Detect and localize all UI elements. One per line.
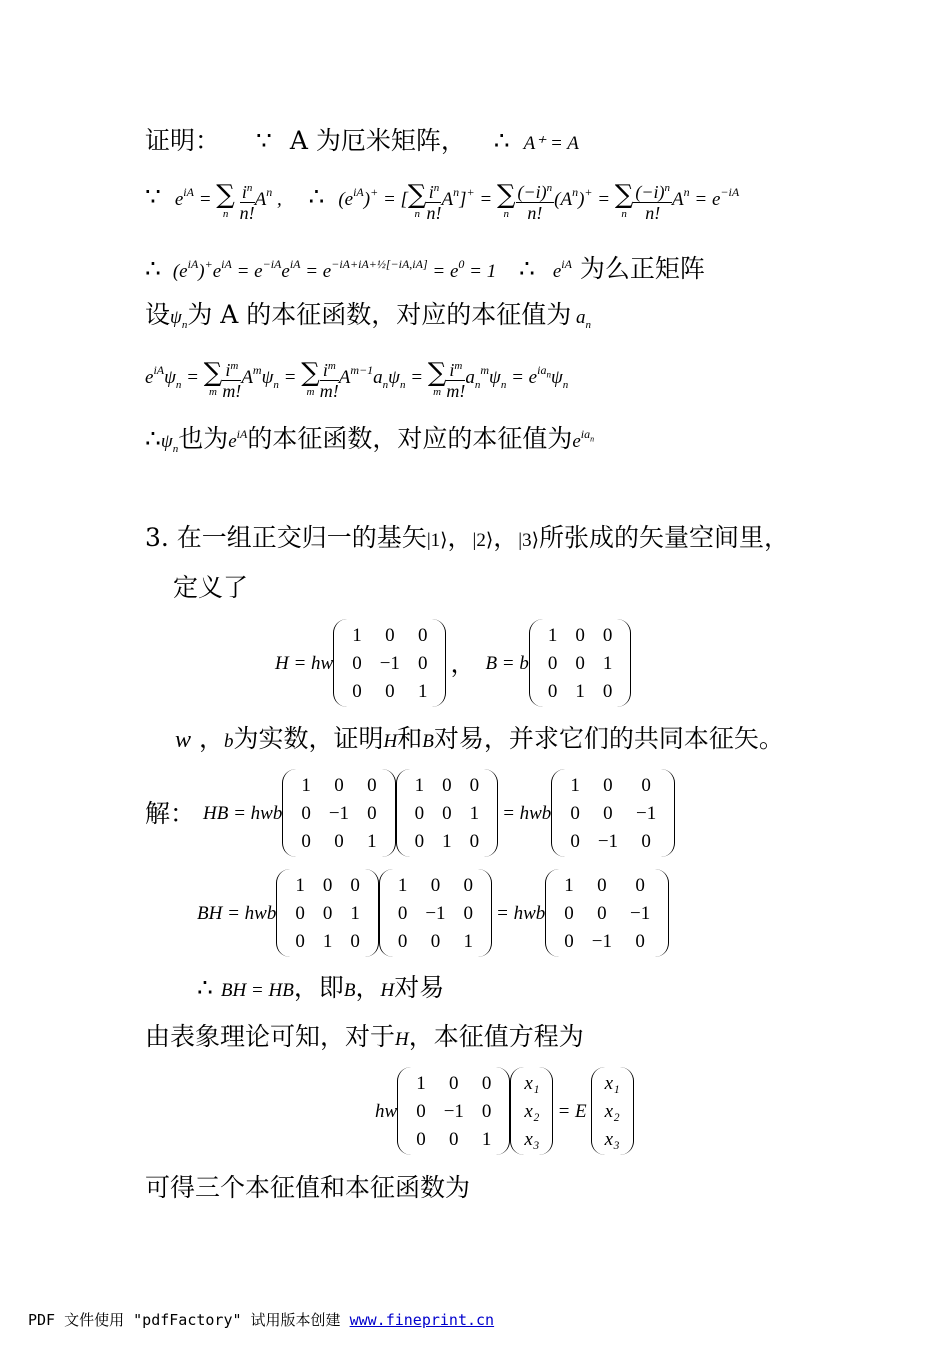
comma: ， [450,648,476,678]
ket-1: |1⟩ [426,530,448,551]
commute-t1: ，即 [293,973,344,1002]
ket-2: |2⟩ [472,530,494,551]
matrix-row [389,927,482,955]
matrix-cell: 1 [564,874,574,896]
matrix-cell: 0 [481,1100,492,1122]
commute-expr: BH = HB [220,980,294,1001]
matrix-cell: −1 [425,902,446,924]
matrix-cell: 0 [352,652,362,674]
matrix-row [539,677,622,705]
matrix-cell: 0 [414,830,425,852]
matrix-definitions [275,619,631,707]
problem3-text: 3. 在一组正交归一的基矢 [145,523,427,552]
matrix-HB-result [551,769,675,857]
matrix-cell: 0 [564,902,574,924]
eigen-post-text: 的本征函数，对应的本征值为 [247,424,573,453]
matrix-row [286,871,369,899]
matrix-row [515,1125,548,1153]
BH-product [197,869,669,957]
matrix-row [343,649,436,677]
matrix-cell: −1 [328,802,350,824]
matrix-cell: 0 [301,830,311,852]
matrix-cell: 0 [449,1072,459,1094]
footer-link[interactable]: www.fineprint.cn [349,1311,495,1329]
matrix-cell: 1 [301,774,311,796]
therefore-symbol-2: ∴ [518,254,535,283]
wb-text-3: 对易，并求它们的共同本征矢。 [433,724,784,753]
because-symbol: ∵ [255,126,272,155]
therefore-symbol: ∴ [493,126,510,155]
matrix-cell: −1 [443,1100,464,1122]
matrix-cell: 0 [334,830,344,852]
matrix-cell: 0 [367,802,377,824]
matrix-cell: −1 [591,930,613,952]
eigenfunction-assumption: 设$\psi_n$为 A 的本征函数，对应的本征值为 $a_n$ [145,300,592,331]
HB-product [145,769,675,857]
eq-hwb: = hwb [496,902,546,924]
w-var: w [175,727,192,753]
eigen-equation [375,1067,634,1155]
matrix-cell: 0 [295,930,305,952]
matrix-cell: 0 [570,802,580,824]
unitary-conclusion: 为么正矩阵 [579,254,705,283]
wb-text-1: 为实数，证明 [233,724,384,753]
solution-label: 解： [145,798,196,828]
matrix-cell: −1 [379,652,400,674]
matrix-row [555,927,659,955]
assume-text: 设 [145,300,171,329]
matrix-cell: 0 [442,774,452,796]
matrix-cell: 0 [397,930,408,952]
matrix-cell: 0 [481,1072,492,1094]
matrix-cell: 0 [442,802,452,824]
matrix-row [286,927,369,955]
matrix-row [406,827,489,855]
because-symbol: ∵ [145,181,161,211]
matrix-cell: x₃ [524,1128,540,1150]
matrix-cell: 1 [570,774,580,796]
matrix-cell: −1 [597,830,619,852]
matrix-row [286,899,369,927]
final-line: 可得三个本征值和本征函数为 [145,1173,471,1202]
matrix-row [389,899,482,927]
matrix-cell: −1 [630,902,651,924]
matrix-cell: 0 [322,902,333,924]
matrix-cell: 0 [463,874,474,896]
matrix-cell: x₂ [524,1100,540,1122]
matrix-cell: 0 [564,930,574,952]
matrix-cell: 0 [597,902,607,924]
therefore-symbol: ∴ [145,424,161,453]
proof-line-exponential [145,178,739,223]
sep: ， [355,973,381,1002]
matrix-cell: 0 [334,774,344,796]
matrix-cell: 0 [430,874,441,896]
matrix-BH-result [545,869,669,957]
matrix-cell: 0 [602,624,613,646]
matrix-cell: 1 [397,874,408,896]
matrix-cell: 1 [481,1128,492,1150]
footer-text: PDF 文件使用 "pdfFactory" 试用版本创建 [28,1311,341,1329]
matrix-cell: x₃ [604,1128,620,1150]
H-var: H [383,731,398,752]
matrix-cell: 0 [414,802,425,824]
eq-E: = E [557,1100,587,1122]
matrix-cell: 0 [301,802,311,824]
matrix-cell: 0 [597,874,607,896]
matrix-row [515,1069,548,1097]
eq-hwb: = hwb [502,802,552,824]
matrix-row [406,799,489,827]
matrix-row [555,871,659,899]
matrix-row [343,677,436,705]
H-var: H [395,1029,409,1050]
matrix-cell: 0 [416,1128,426,1150]
sep: ， [447,523,473,552]
therefore-symbol: ∴ [197,973,213,1002]
matrix-cell: 0 [575,652,585,674]
matrix-cell: 0 [469,830,480,852]
matrix-H-in-BH [379,869,492,957]
proof-label: 证明： [145,126,221,155]
matrix-cell: x₁ [604,1072,620,1094]
theory-t1: 由表象理论可知，对于 [145,1022,396,1051]
matrix-row [539,649,622,677]
matrix-H [333,619,446,707]
matrix-H-in-HB [282,769,395,857]
matrix-cell: −1 [636,802,657,824]
BH-label: BH = hwb [197,902,277,924]
matrix-cell: 0 [603,802,613,824]
matrix-row [407,1069,500,1097]
unitary-expr: $(e^{iA})^+e^{iA} = e^{-iA}e^{iA} = e^{-iA+iA+\frac{1}{2}[-iA,iA]} = e^0 = 1$ [172,257,501,282]
hermitian-expr: A⁺ = A [523,133,579,154]
matrix-cell: 0 [385,624,395,646]
wb-statement [175,726,784,752]
matrix-cell: 0 [352,680,362,702]
matrix-cell: 0 [385,680,395,702]
hermitian-text: A 为厄米矩阵， [289,126,466,155]
H-label: H = hw [275,652,334,674]
matrix-H-eig [397,1067,510,1155]
matrix-cell: 1 [463,930,474,952]
matrix-cell: 0 [430,930,441,952]
matrix-row [596,1097,629,1125]
vector-x-lhs [510,1067,553,1155]
proof-line-unitary: ∴ $(e^{iA})^+e^{iA} = e^{-iA}e^{iA} = e^{-iA+iA+\frac{1}{2}[-iA,iA]} = e^0 = 1$ ∴ $e^{iA}$ 为么正矩阵 [145,254,705,283]
B-var: B [422,731,434,752]
matrix-cell: 0 [547,680,558,702]
theory-t2: ，本征值方程为 [408,1022,584,1051]
matrix-cell: 1 [295,874,305,896]
matrix-row [407,1097,500,1125]
matrix-row [406,771,489,799]
matrix-cell: 0 [397,902,408,924]
ket-3: |3⟩ [518,530,539,551]
matrix-cell: 0 [603,774,613,796]
matrix-cell: 0 [350,874,360,896]
assume-mid: 为 A 的本征函数，对应的本征值为 [187,300,572,329]
eigen-derivation-expr: $e^{iA}\psi_n$ = ∑ m $\frac{i^m}{m!}$ $A^m\psi_n$ = ∑ m $\frac{i^m}{m!}$ $A^{m-1}a_n\psi_n$ = ∑ m $\frac{i^m}{m!}$ $a_n^m\psi_n = e^{ia_n}\psi_n$ [145,357,569,401]
matrix-B-in-BH [276,869,379,957]
sep: ， [493,523,519,552]
matrix-cell: 1 [414,774,425,796]
matrix-cell: 0 [641,830,651,852]
matrix-cell: 0 [449,1128,459,1150]
problem3-defined: 定义了 [173,573,249,602]
matrix-cell: 1 [322,930,333,952]
matrix-row [561,799,665,827]
matrix-cell: 0 [635,874,645,896]
matrix-cell: 0 [416,1100,426,1122]
matrix-cell: 0 [575,624,585,646]
H-var: H [380,980,395,1001]
matrix-cell: 0 [641,774,651,796]
matrix-row [343,621,436,649]
sep: ， [198,724,224,753]
matrix-cell: 1 [442,830,452,852]
theory-line [145,1024,584,1049]
matrix-cell: 1 [416,1072,426,1094]
matrix-cell: 0 [417,624,428,646]
vector-x-rhs [591,1067,634,1155]
B-label: B = b [485,652,529,674]
matrix-row [407,1125,500,1153]
wb-text-2: 和 [397,724,423,753]
matrix-row [389,871,482,899]
matrix-cell: 0 [295,902,305,924]
matrix-cell: 1 [575,680,585,702]
matrix-cell: x₁ [524,1072,540,1094]
proof-line-hermitian [145,128,579,153]
matrix-cell: x₂ [604,1100,620,1122]
matrix-B-in-HB [396,769,499,857]
matrix-cell: 0 [570,830,580,852]
matrix-cell: 0 [602,680,613,702]
matrix-cell: 0 [469,774,480,796]
exp-expansion: $e^{iA}$ = ∑ n $\frac{i^n}{n!}$ $A^n$ , [174,179,287,223]
matrix-cell: 1 [469,802,480,824]
matrix-row [596,1125,629,1153]
B-var: B [343,980,356,1001]
exp-adjoint: $(e^{iA})^+$ = [ ∑ n $\frac{i^n}{n!}$ $A^n]^+$ = ∑ n $\frac{(-i)^n}{n!}$ $(A^n)^+$ = ∑ n $\frac{(-i)^n}{n!}$ $A^n = e^{-iA}$ [338,179,740,223]
HB-label: HB = hwb [203,802,283,824]
matrix-cell: 0 [635,930,645,952]
pdf-footer [28,1309,494,1330]
matrix-cell: 1 [352,624,362,646]
matrix-row [596,1069,629,1097]
matrix-cell: 0 [367,774,377,796]
matrix-cell: 1 [417,680,428,702]
matrix-row [292,827,385,855]
matrix-row [292,771,385,799]
matrix-cell: 1 [602,652,613,674]
therefore-symbol: ∴ [308,181,325,211]
therefore-symbol: ∴ [145,254,161,283]
matrix-cell: 0 [350,930,360,952]
matrix-cell: 0 [463,902,474,924]
hw-label: hw [375,1100,398,1122]
matrix-cell: 0 [322,874,333,896]
matrix-row [561,771,665,799]
matrix-row [561,827,665,855]
problem3-statement [145,525,789,550]
matrix-cell: 1 [350,902,360,924]
b-var: b [223,731,234,752]
eigen-derivation [145,356,568,401]
matrix-row [292,799,385,827]
problem3-tail: 所张成的矢量空间里， [539,523,790,552]
matrix-row [539,621,622,649]
matrix-row [555,899,659,927]
commute-line [197,975,444,1000]
matrix-row [515,1097,548,1125]
matrix-cell: 0 [417,652,428,674]
matrix-cell: 1 [547,624,558,646]
commute-t2: 对易 [394,973,445,1002]
matrix-B [529,619,632,707]
matrix-cell: 1 [367,830,377,852]
eigen-mid-text: 也为 [178,424,229,453]
matrix-cell: 0 [547,652,558,674]
eigen-conclusion: $\therefore\psi_n$也为$e^{iA}$的本征函数，对应的本征值为$e^{ia_n}$ [145,424,595,455]
